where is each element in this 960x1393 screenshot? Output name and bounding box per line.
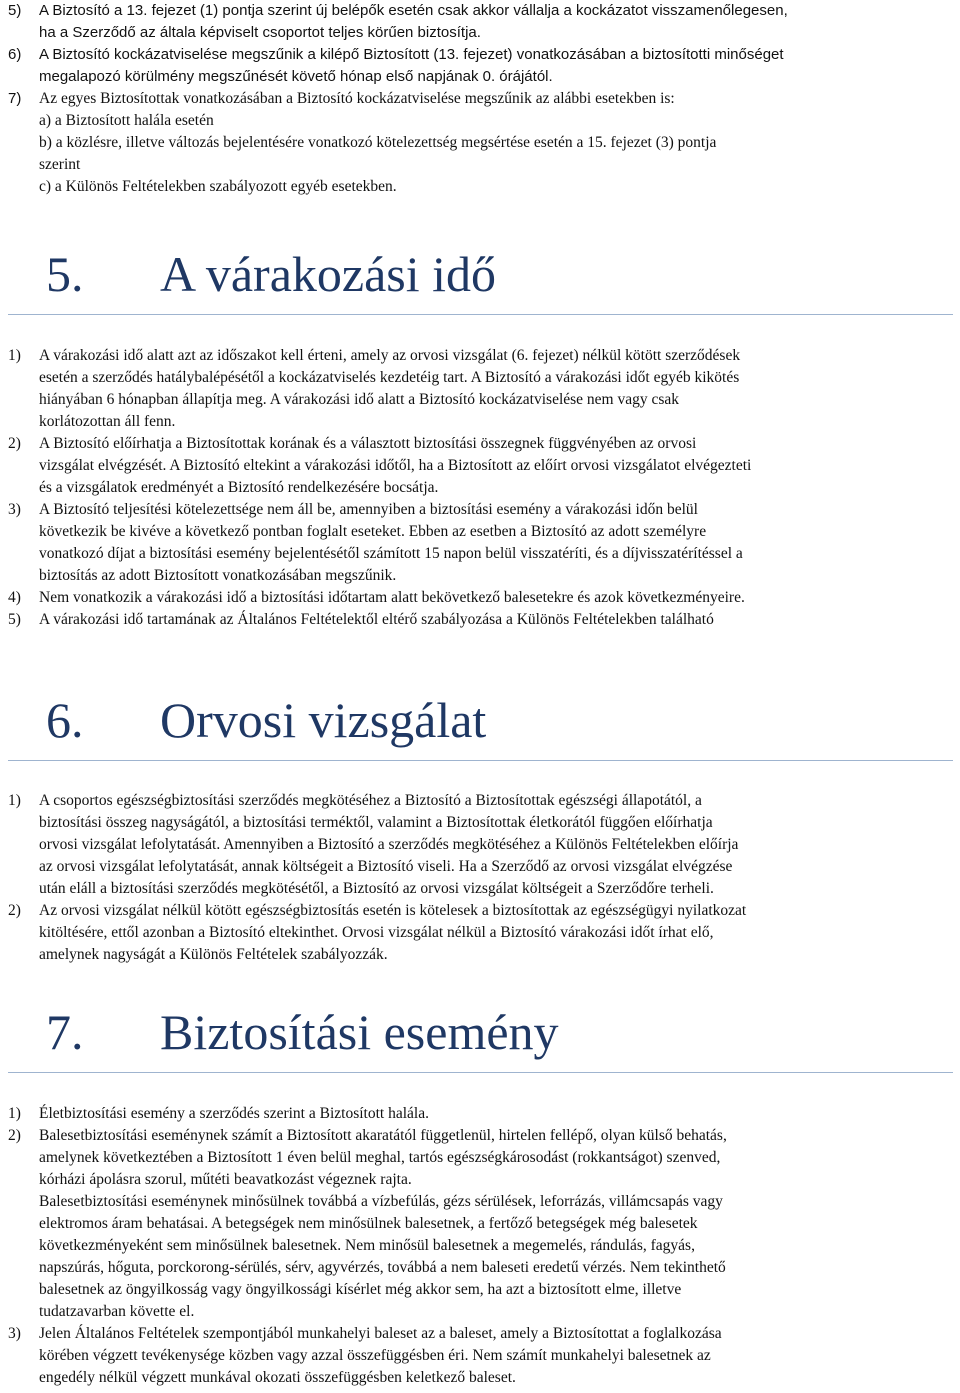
item-number: 6) — [8, 46, 22, 63]
item-text-line: vizsgálat elvégzését. A Biztosító eltekint a várakozási időtől, ha a Biztosított az előírt orvosi vizsgálatot elvégezteti — [39, 457, 752, 474]
item-text-line: A várakozási idő tartamának az Általános Feltételektől eltérő szabályozása a Különös Feltételekben található — [39, 611, 714, 628]
list-item — [8, 433, 948, 499]
list-item — [8, 44, 948, 88]
item-text-line: balesetnek az öngyilkosság vagy öngyilkossági kísérlet még akkor sem, ha azt a biztosított elme, illetve — [39, 1281, 682, 1298]
item-text-line: kórházi ápolásra szorul, műtéti beavatkozást végeznek rajta. — [39, 1171, 412, 1188]
item-text-line: orvosi vizsgálat lefolytatását. Amennyiben a Biztosító a szerződés megkötéséhez a Különös Feltételekben előírja — [39, 836, 739, 853]
item-text-line: tudatzavarban követte el. — [39, 1303, 195, 1320]
item-number: 2) — [8, 902, 21, 919]
item-text-line: következik be kivéve a következő pontban foglalt eseteket. Ebben az esetben a Biztosító az adott személyre — [39, 523, 707, 540]
item-number: 7) — [8, 90, 22, 107]
item-number: 2) — [8, 435, 21, 452]
section-number: 5. — [46, 246, 84, 302]
item-number: 1) — [8, 1105, 21, 1122]
item-number: 3) — [8, 501, 21, 518]
item-number: 4) — [8, 589, 21, 606]
item-text-line: hiányában 6 hónapban állapítja meg. A várakozási idő alatt a Biztosító kockázatviselése nem vagy csak — [39, 391, 680, 408]
item-text-line: napszúrás, hőguta, porckorong-sérülés, sérv, agyvérzés, továbbá a nem baleseti eredetű vérzés. Nem tekinthető — [39, 1259, 726, 1276]
section-number: 7. — [46, 1004, 84, 1060]
item-text-line: korlátozottan áll fenn. — [39, 413, 176, 430]
item-text-line: esetén a szerződés hatálybalépésétől a kockázatviselés kezdetéig tart. A Biztosító a várakozási időt egyéb kikötés — [39, 369, 740, 386]
list-item — [8, 609, 948, 631]
item-text-line: Balesetbiztosítási eseménynek minősülnek továbbá a vízbefúlás, gézs sérülések, leforrázás, villámcsapás vagy — [39, 1193, 723, 1210]
item-text-line: megalapozó körülmény megszűnését követő hónap első napjának 0. órájától. — [39, 68, 553, 85]
list-item — [8, 499, 948, 587]
item-text-line: A Biztosító kockázatviselése megszűnik a kilépő Biztosított (13. fejezet) vonatkozásában a biztosítotti minőséget — [39, 46, 784, 63]
item-text-line: biztosítás az adott Biztosított vonatkozásában megszűnik. — [39, 567, 397, 584]
item-text-line: Nem vonatkozik a várakozási idő a biztosítási időtartam alatt bekövetkező balesetekre és azok következményeire. — [39, 589, 745, 606]
item-text-line: b) a közlésre, illetve változás bejelentésére vonatkozó kötelezettség megsértése esetén a 15. fejezet (3) pontja — [39, 134, 717, 151]
item-text-line: körében végzett tevékenysége közben vagy azzal összefüggésben éri. Nem számít munkahelyi balesetnek az — [39, 1347, 711, 1364]
section-title: Biztosítási esemény — [160, 1004, 559, 1060]
item-text-line: következményeként sem minősülnek balesetnek. Nem minősül balesetnek a megemelés, rándulás, fagyás, — [39, 1237, 695, 1254]
item-text-line: Balesetbiztosítási eseménynek számít a Biztosított akaratától függetlenül, hirtelen fellépő, olyan külső behatás, — [39, 1127, 727, 1144]
list-item — [8, 0, 948, 44]
item-number: 5) — [8, 611, 21, 628]
item-text-line: szerint — [39, 156, 81, 173]
item-text-line: Az orvosi vizsgálat nélkül kötött egészségbiztosítás esetén is kötelesek a biztosítottak az egészségügyi nyilatkozat — [39, 902, 747, 919]
item-text-line: Az egyes Biztosítottak vonatkozásában a Biztosító kockázatviselése megszűnik az alábbi esetekben is: — [39, 90, 675, 107]
list-item — [8, 88, 948, 198]
item-text-line: A Biztosító előírhatja a Biztosítottak korának és a választott biztosítási összegnek függvényében az orvosi — [39, 435, 697, 452]
list-item — [8, 900, 948, 966]
item-text-line: a) a Biztosított halála esetén — [39, 112, 214, 129]
list-item — [8, 790, 948, 900]
item-text-line: biztosítási összeg nagyságától, a biztosítási terméktől, valamint a Biztosítottak életkorától függően előírhatja — [39, 814, 713, 831]
item-number: 2) — [8, 1127, 21, 1144]
item-text-line: Jelen Általános Feltételek szempontjából munkahelyi baleset az a baleset, amely a Biztosítottat a foglalkozása — [39, 1325, 722, 1342]
section-heading — [8, 1002, 953, 1073]
list-item — [8, 587, 948, 609]
item-number: 1) — [8, 347, 21, 364]
section-heading — [8, 690, 953, 761]
item-text-line: amelynek nagyságát a Különös Feltételek szabályozzák. — [39, 946, 388, 963]
section-heading — [8, 244, 953, 315]
item-text-line: A várakozási idő alatt azt az időszakot kell érteni, amely az orvosi vizsgálat (6. fejezet) nélkül kötött szerződések — [39, 347, 741, 364]
item-text-line: kitöltésére, ettől azonban a Biztosító eltekinthet. Orvosi vizsgálat nélkül a Biztosító várakozási időt írhat elő, — [39, 924, 714, 941]
section-title: Orvosi vizsgálat — [160, 692, 487, 748]
list-item — [8, 1323, 948, 1389]
item-text-line: c) a Különös Feltételekben szabályozott egyéb esetekben. — [39, 178, 397, 195]
item-text-line: engedély nélkül végzett munkával okozati összefüggésben keletkező baleset. — [39, 1369, 516, 1386]
list-item — [8, 345, 948, 433]
item-text-line: ha a Szerződő az általa képviselt csoportot teljes körűen biztosítja. — [39, 24, 481, 41]
item-text-line: az orvosi vizsgálat lefolytatását, annak költségeit a Biztosító viseli. Ha a Szerződő az orvosi vizsgálat elvégzése — [39, 858, 733, 875]
item-text-line: és a vizsgálatok eredményét a Biztosító rendelkezésére bocsátja. — [39, 479, 439, 496]
item-number: 5) — [8, 2, 22, 19]
item-text-line: A Biztosító a 13. fejezet (1) pontja szerint új belépők esetén csak akkor vállalja a kockázatot visszamenőlegesen, — [39, 2, 788, 19]
list-item — [8, 1125, 948, 1323]
item-text-line: A Biztosító teljesítési kötelezettsége nem áll be, amennyiben a biztosítási esemény a várakozási időn belül — [39, 501, 698, 518]
item-number: 1) — [8, 792, 21, 809]
section-number: 6. — [46, 692, 84, 748]
item-text-line: Életbiztosítási esemény a szerződés szerint a Biztosított halála. — [39, 1105, 429, 1122]
item-text-line: elektromos áram behatásai. A betegségek nem minősülnek balesetnek, a fertőző betegségek még balesetek — [39, 1215, 698, 1232]
item-text-line: amelynek következtében a Biztosított 1 éven belül meghal, tartós egészségkárosodást (rokkantságot) szenved, — [39, 1149, 721, 1166]
section-title: A várakozási idő — [160, 246, 497, 302]
list-item — [8, 1103, 948, 1125]
item-text-line: után eláll a biztosítási szerződés megkötésétől, a Biztosító az orvosi vizsgálat költségeit a Szerződőre terheli. — [39, 880, 714, 897]
item-text-line: vonatkozó díjat a biztosítási esemény bejelentésétől számított 15 napon belül visszatéríti, és a díjvisszatérítéssel a — [39, 545, 743, 562]
item-number: 3) — [8, 1325, 21, 1342]
item-text-line: A csoportos egészségbiztosítási szerződés megkötéséhez a Biztosító a Biztosítottak egészségi állapotától, a — [39, 792, 702, 809]
